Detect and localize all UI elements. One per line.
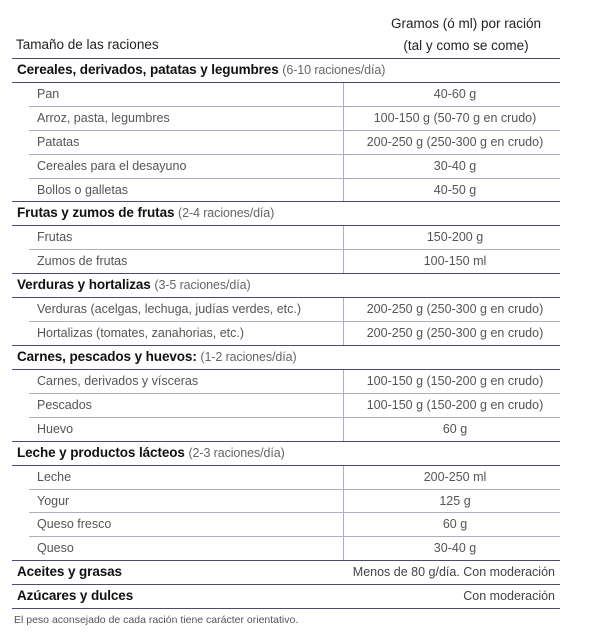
- portion-value: 100-150 ml: [423, 254, 487, 269]
- row-divider: [12, 608, 560, 609]
- category-row: [0, 585, 600, 609]
- portion-value: 30-40 g: [433, 541, 477, 556]
- table-row: [0, 107, 600, 131]
- portion-value: 60 g: [442, 517, 468, 532]
- portion-value: 150-200 g: [426, 230, 484, 245]
- category-title: Aceites y grasas: [17, 564, 122, 580]
- portion-value: 100-150 g (50-70 g en crudo): [373, 110, 537, 125]
- food-name: Carnes, derivados y vísceras: [37, 374, 199, 389]
- table-row: [0, 155, 600, 179]
- food-name: Cereales para el desayuno: [37, 158, 187, 173]
- header-grams-label: Gramos (ó ml) por ración: [390, 16, 542, 31]
- table-row: [0, 298, 600, 322]
- table-row: [0, 322, 600, 346]
- category-name: [17, 564, 122, 579]
- food-name: Queso: [37, 541, 74, 556]
- food-name: Leche: [37, 469, 72, 484]
- table-row: [0, 513, 600, 537]
- food-name: Pan: [37, 87, 60, 101]
- food-name: Yogur: [37, 493, 70, 508]
- table-row: [0, 537, 600, 561]
- food-name: Pescados: [37, 397, 92, 412]
- portion-value: 30-40 g: [433, 158, 477, 173]
- table-row: [0, 83, 600, 107]
- category-row: [0, 346, 600, 370]
- food-name: Huevo: [37, 421, 74, 436]
- table-row: [0, 179, 600, 203]
- table-row: [0, 418, 600, 442]
- table-row: [0, 131, 600, 155]
- category-title: Azúcares y dulces: [17, 588, 134, 604]
- category-name: [17, 445, 285, 460]
- category-name: [17, 277, 251, 292]
- category-range: (2-4 raciones/día): [178, 206, 275, 221]
- food-name: Arroz, pasta, legumbres: [37, 110, 170, 125]
- table-row: [0, 394, 600, 418]
- food-name: Verduras (acelgas, lechuga, judías verdes, etc.): [37, 302, 302, 317]
- table-row: [0, 370, 600, 394]
- category-title: Leche y productos lácteos: [17, 444, 185, 460]
- table-row: [0, 250, 600, 274]
- category-title: Cereales, derivados, patatas y legumbres: [17, 62, 279, 77]
- category-title: Verduras y hortalizas: [17, 277, 151, 293]
- portion-value: 40-60 g: [433, 87, 477, 101]
- category-row: [0, 59, 600, 83]
- category-row: [0, 561, 600, 585]
- portion-value: 125 g: [439, 493, 471, 508]
- category-range: (3-5 raciones/día): [154, 278, 251, 293]
- portion-value: 100-150 g (150-200 g en crudo): [366, 397, 544, 412]
- category-title: Carnes, pescados y huevos:: [17, 349, 197, 365]
- header-grams-sublabel: (tal y como se come): [403, 38, 529, 53]
- category-range: (6-10 raciones/día): [282, 63, 386, 77]
- header-size-label: Tamaño de las raciones: [16, 37, 159, 52]
- category-name: [17, 205, 274, 220]
- portion-value: 40-50 g: [433, 182, 477, 197]
- category-title: Frutas y zumos de frutas: [17, 205, 175, 221]
- category-row: [0, 202, 600, 226]
- portion-value: 200-250 ml: [423, 469, 487, 484]
- food-name: Bollos o galletas: [37, 182, 129, 197]
- portion-value: 100-150 g (150-200 g en crudo): [366, 374, 544, 389]
- table-row: [0, 226, 600, 250]
- servings-table: [0, 59, 600, 609]
- category-range: (2-3 raciones/día): [188, 445, 285, 460]
- food-name: Queso fresco: [37, 517, 112, 532]
- category-name: [17, 588, 133, 603]
- food-name: Zumos de frutas: [37, 254, 128, 269]
- category-value: Con moderación: [463, 589, 555, 604]
- footnote: El peso aconsejado de cada ración tiene carácter orientativo.: [14, 614, 299, 626]
- table-row: [0, 466, 600, 490]
- category-name: [17, 349, 297, 364]
- category-name: [17, 62, 385, 77]
- food-name: Patatas: [37, 134, 80, 149]
- table-header: [0, 0, 600, 56]
- category-row: [0, 274, 600, 298]
- portion-value: 60 g: [442, 421, 468, 436]
- category-value: Menos de 80 g/día. Con moderación: [352, 565, 555, 580]
- category-row: [0, 442, 600, 466]
- portion-value: 200-250 g (250-300 g en crudo): [366, 302, 544, 317]
- portion-value: 200-250 g (250-300 g en crudo): [366, 326, 544, 341]
- category-range: (1-2 raciones/día): [200, 350, 297, 365]
- food-name: Hortalizas (tomates, zanahorias, etc.): [37, 326, 245, 341]
- food-name: Frutas: [37, 230, 73, 245]
- table-row: [0, 490, 600, 514]
- portion-value: 200-250 g (250-300 g en crudo): [366, 134, 544, 149]
